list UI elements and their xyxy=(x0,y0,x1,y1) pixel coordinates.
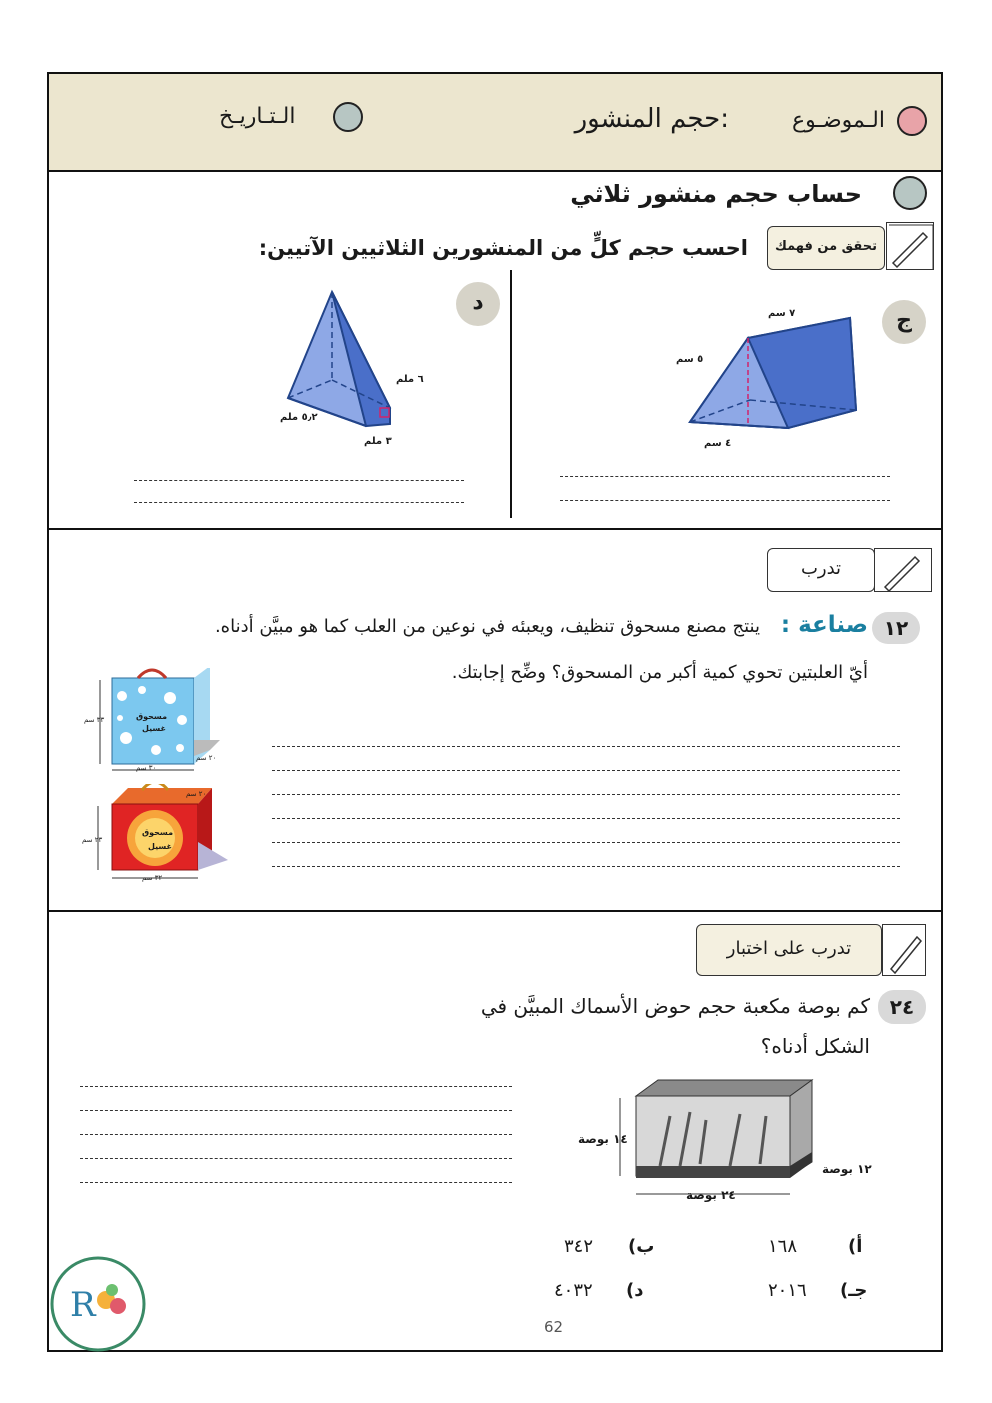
option-b-value: ٣٤٢ xyxy=(564,1236,594,1257)
topic-label: الـموضـوع xyxy=(792,108,885,133)
check-understanding-tag xyxy=(767,226,885,270)
question-24-number: ٢٤ xyxy=(878,990,926,1024)
pencil-icon xyxy=(887,223,933,269)
box-2-label-line1: مسحوق xyxy=(142,828,174,837)
answer-line xyxy=(272,770,900,771)
box-2-width-dim: ٣٢ سم xyxy=(142,874,163,882)
option-d-value: ٤٠٣٢ xyxy=(554,1280,593,1301)
question-12-text-line2: أيّ العلبتين تحوي كمية أكبر من المسحوق؟ وضِّح إجابتك. xyxy=(451,662,868,683)
practice-tag xyxy=(767,548,875,592)
prism-d-height-dim: ٦ ملم xyxy=(396,374,424,385)
prism-d-slant-dim: ٥٫٢ ملم xyxy=(280,412,318,423)
answer-line xyxy=(560,500,890,501)
pencil-icon xyxy=(875,549,931,591)
box-1-height-dim: ٣٣ سم xyxy=(84,716,105,724)
option-a-letter[interactable]: أ) xyxy=(848,1236,863,1257)
answer-line xyxy=(272,746,900,747)
box-1-label-line2: غسيل xyxy=(142,724,167,733)
figure-c-label: ج xyxy=(882,300,926,344)
topic-circle-icon xyxy=(897,106,927,136)
topic-value: :حجم المنشور xyxy=(574,104,729,134)
check-pencil-box xyxy=(886,222,934,270)
prism-c-figure xyxy=(680,300,870,440)
option-c-letter[interactable]: جـ) xyxy=(840,1280,868,1301)
option-b-letter[interactable]: ب) xyxy=(628,1236,655,1257)
tank-width-dim: ٢٤ بوصة xyxy=(686,1188,736,1202)
box-2-depth-dim: ٢٠ سم xyxy=(186,790,207,798)
answer-line xyxy=(80,1110,512,1111)
question-12-number: ١٢ xyxy=(872,612,920,644)
question-12-text-line1: ينتج مصنع مسحوق تنظيف، ويعبئه في نوعين من العلب كما هو مبيَّن أدناه. xyxy=(214,616,760,637)
section-title-circle-icon xyxy=(893,176,927,210)
question-12-keyword: صناعة : xyxy=(780,612,868,638)
date-circle-icon xyxy=(333,102,363,132)
answer-line xyxy=(272,866,900,867)
test-practice-pencil-box xyxy=(882,924,926,976)
check-tag-label: تحقق من فهمك xyxy=(774,239,878,254)
answer-line xyxy=(80,1134,512,1135)
tank-depth-dim: ١٢ بوصة xyxy=(822,1162,872,1176)
box-2-height-dim: ٢٣ سم xyxy=(82,836,103,844)
section-divider xyxy=(47,528,943,530)
answer-line xyxy=(134,502,464,503)
answer-line xyxy=(80,1158,512,1159)
pencil-icon xyxy=(883,925,925,975)
answer-line xyxy=(80,1182,512,1183)
answer-line xyxy=(560,476,890,477)
question-24-line1: كم بوصة مكعبة حجم حوض الأسماك المبيَّن في xyxy=(480,994,870,1018)
prism-c-top-dim: ٧ سم xyxy=(768,308,796,319)
answer-line xyxy=(272,794,900,795)
answer-line xyxy=(272,842,900,843)
prism-c-height-dim: ٥ سم xyxy=(676,354,704,365)
svg-text:R: R xyxy=(70,1285,96,1325)
page-header xyxy=(49,74,941,172)
box-1-depth-dim: ٢٠ سم xyxy=(196,754,217,762)
option-d-letter[interactable]: د) xyxy=(626,1280,644,1301)
practice-tag-label: تدرب xyxy=(800,558,842,579)
option-a-value: ١٦٨ xyxy=(768,1236,798,1257)
test-practice-tag-label: تدرب على اختبار xyxy=(726,938,852,959)
page-number: 62 xyxy=(544,1318,564,1336)
figure-divider xyxy=(510,270,512,518)
date-label: الـتـاريـخ xyxy=(219,104,296,129)
box-1-label-line1: مسحوق xyxy=(136,712,168,721)
section-title: حساب حجم منشور ثلاثي xyxy=(570,180,862,208)
option-c-value: ٢٠١٦ xyxy=(768,1280,807,1301)
answer-line xyxy=(134,480,464,481)
school-logo xyxy=(48,1256,148,1352)
test-practice-tag xyxy=(696,924,882,976)
answer-line xyxy=(272,818,900,819)
practice-pencil-box xyxy=(874,548,932,592)
answer-line xyxy=(80,1086,512,1087)
section1-instruction: احسب حجم كلٍّ من المنشورين الثلاثيين الآتيين: xyxy=(258,236,748,260)
figure-d-label: د xyxy=(456,282,500,326)
box-2-label-line2: غسيل xyxy=(148,842,173,851)
section-divider xyxy=(47,910,943,912)
question-24-line2: الشكل أدناه؟ xyxy=(760,1034,870,1058)
tank-height-dim: ١٤ بوصة xyxy=(578,1132,628,1146)
prism-c-base-dim: ٤ سم xyxy=(704,438,732,449)
prism-d-base-dim: ٣ ملم xyxy=(364,436,392,447)
box-1-width-dim: ٣٠ سم xyxy=(136,764,157,772)
